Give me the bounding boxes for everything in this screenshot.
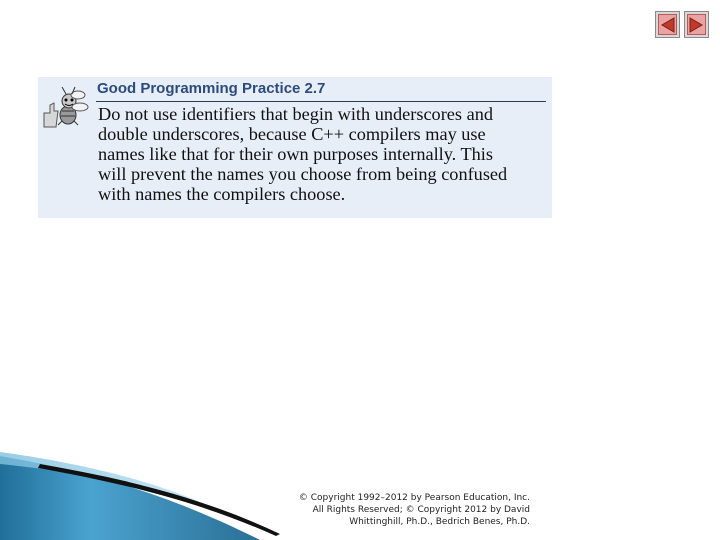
good-programming-practice-box	[38, 77, 552, 218]
copyright-line: All Rights Reserved; © Copyright 2012 by David	[312, 505, 530, 515]
practice-text-line: with names the compilers choose.	[98, 184, 346, 204]
copyright-line: Whittinghill, Ph.D., Bedrich Benes, Ph.D.	[349, 517, 530, 527]
practice-text-line: double underscores, because C++ compilers may use	[98, 124, 486, 144]
practice-text-line: will prevent the names you choose from being confused	[98, 164, 508, 184]
practice-title: Good Programming Practice 2.7	[97, 80, 326, 97]
next-slide-button[interactable]	[684, 11, 709, 38]
triangle-right-icon	[689, 17, 704, 33]
triangle-left-icon	[660, 17, 675, 33]
previous-slide-button[interactable]	[655, 11, 680, 38]
copyright-notice	[270, 492, 530, 528]
practice-text-line: Do not use identifiers that begin with underscores and	[98, 104, 493, 124]
practice-text	[98, 104, 546, 204]
practice-text-line: names like that for their own purposes internally. This	[98, 144, 493, 164]
copyright-line: © Copyright 1992–2012 by Pearson Education, Inc.	[298, 493, 530, 503]
title-divider	[96, 101, 546, 102]
bug-thumbs-up-icon	[40, 83, 92, 129]
